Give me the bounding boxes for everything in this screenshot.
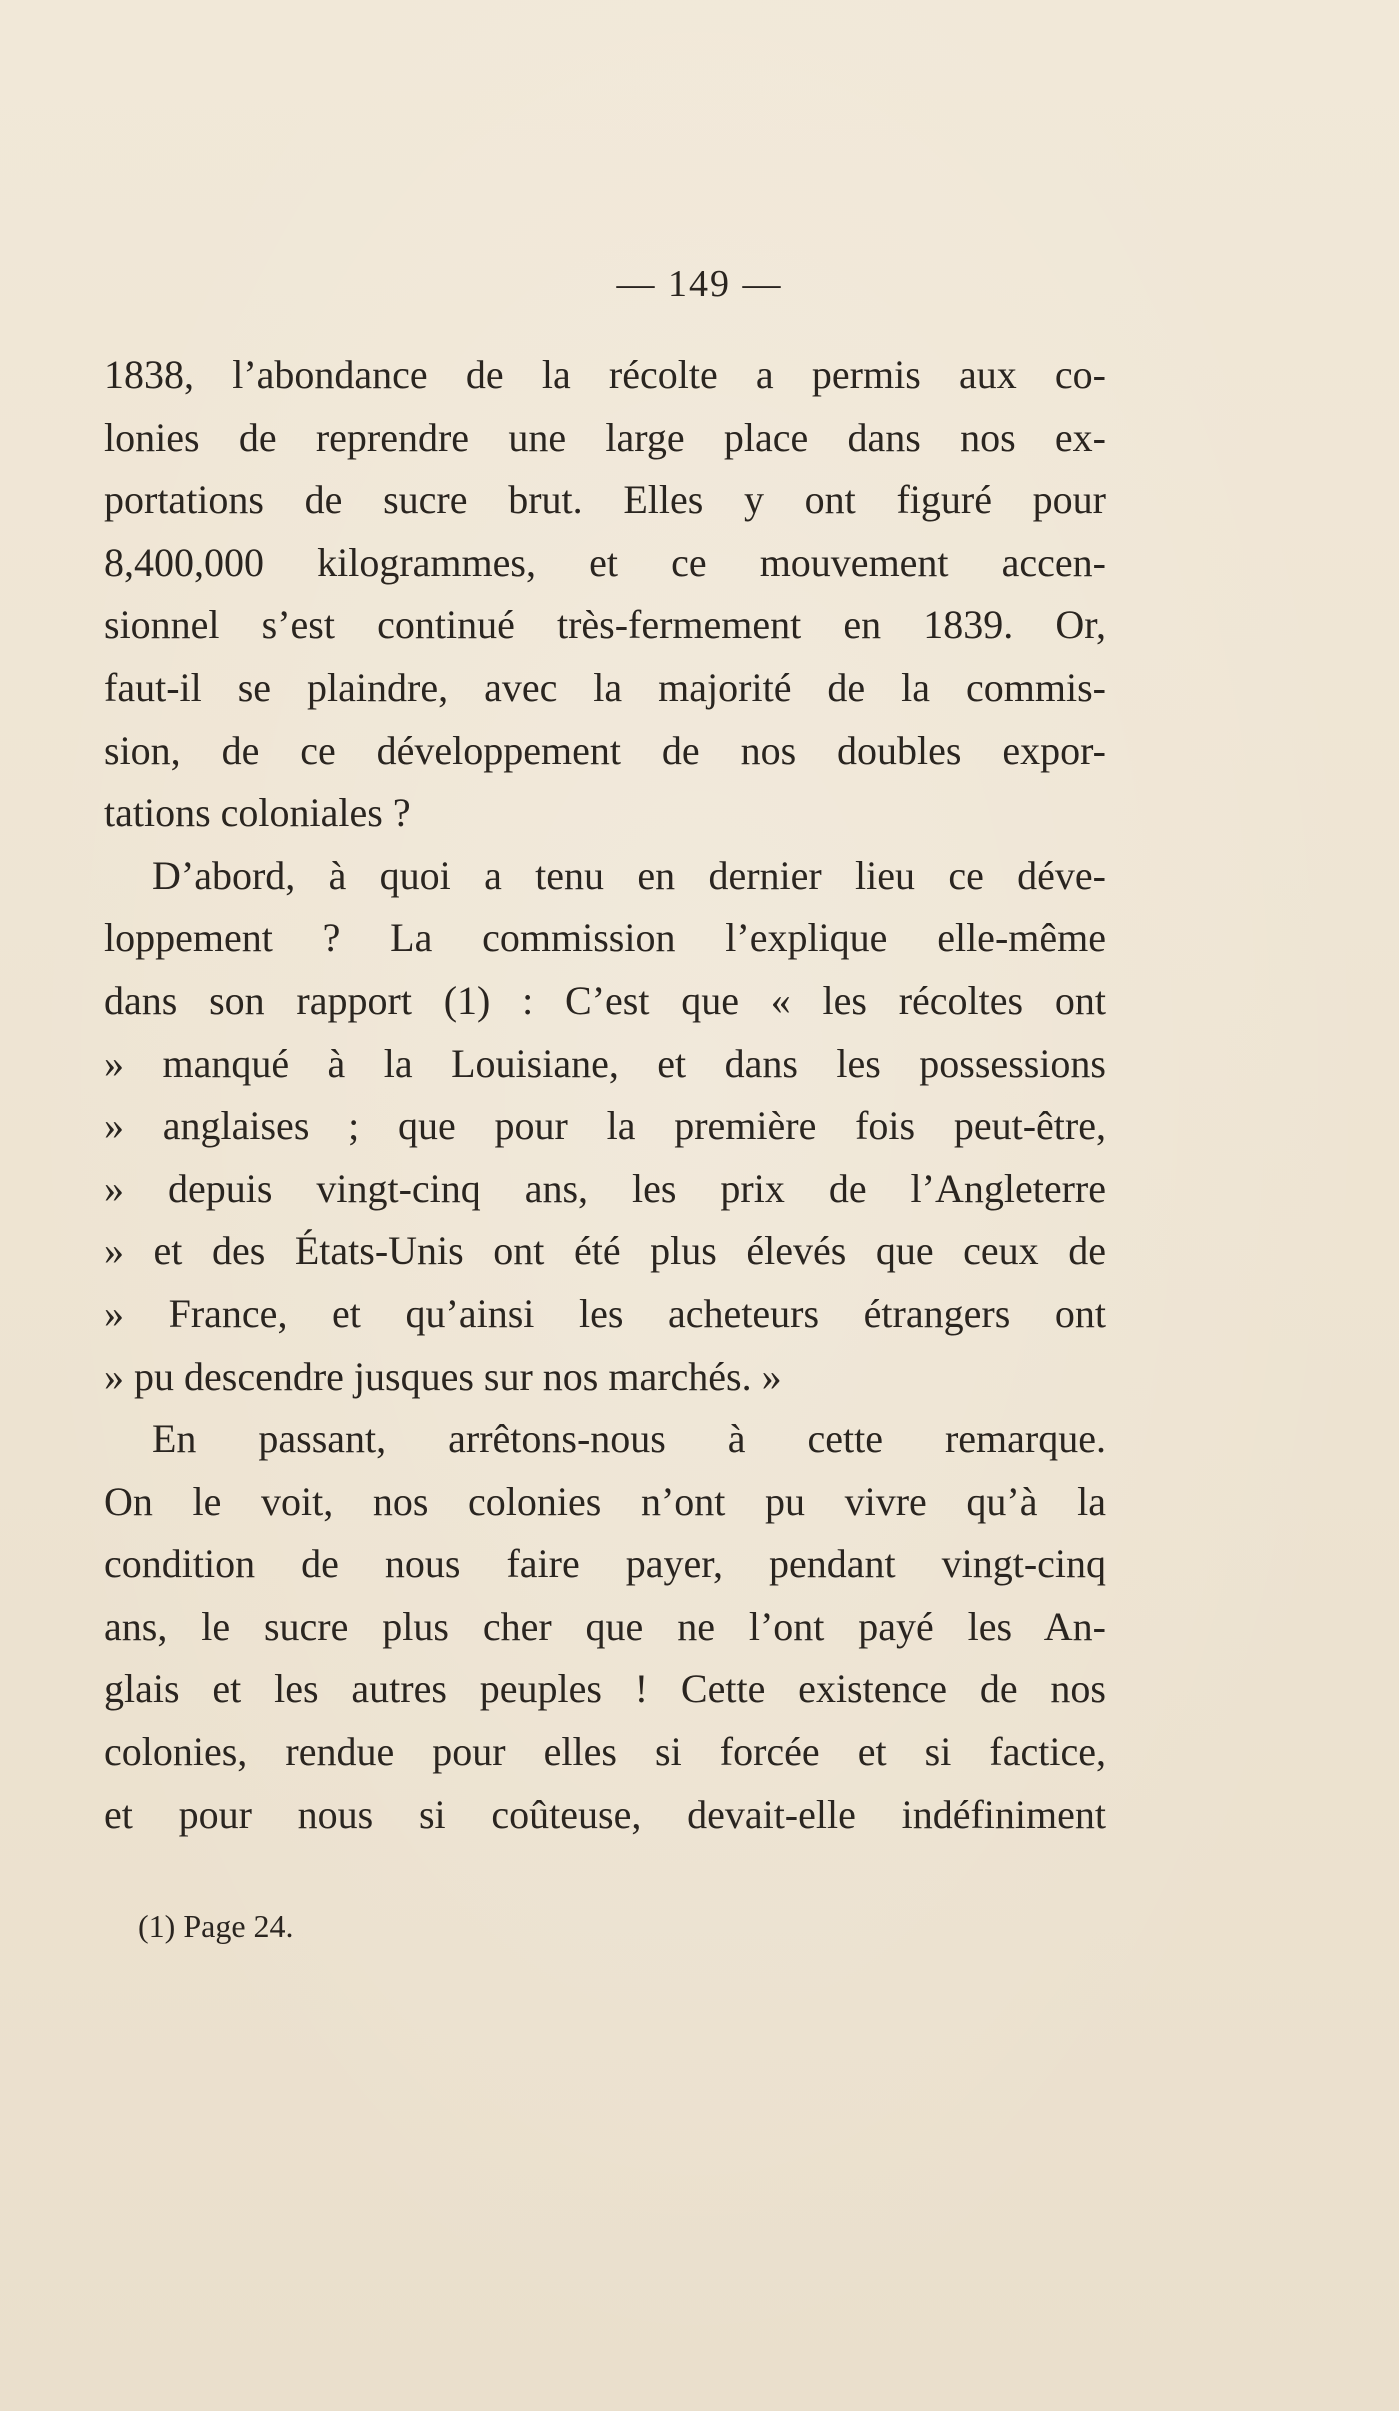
text-line: En passant, arrêtons-nous à cette remarque. [152, 1416, 1106, 1462]
text-line: et pour nous si coûteuse, devait-elle indéfiniment [104, 1791, 1106, 1837]
body-text [104, 344, 1106, 1846]
text-line: D’abord, à quoi a tenu en dernier lieu ce déve- [152, 852, 1106, 898]
text-line: lonies de reprendre une large place dans nos ex- [104, 414, 1106, 460]
text-line: sion, de ce développement de nos doubles expor- [104, 727, 1106, 773]
page-number: — 149 — [616, 263, 783, 305]
text-line: glais et les autres peuples ! Cette existence de nos [104, 1666, 1106, 1712]
text-line: » manqué à la Louisiane, et dans les possessions [104, 1040, 1106, 1086]
text-line: sionnel s’est continué très-fermement en 1839. Or, [104, 602, 1106, 648]
text-line: tations coloniales ? [104, 790, 411, 836]
text-line: » depuis vingt-cinq ans, les prix de l’Angleterre [104, 1165, 1106, 1211]
text-line: colonies, rendue pour elles si forcée et si factice, [104, 1729, 1106, 1775]
text-line: » pu descendre jusques sur nos marchés. » [104, 1353, 782, 1399]
text-line: ans, le sucre plus cher que ne l’ont payé les An- [104, 1603, 1106, 1649]
text-line: On le voit, nos colonies n’ont pu vivre qu’à la [104, 1478, 1106, 1524]
text-line: 1838, l’abondance de la récolte a permis aux co- [104, 352, 1106, 397]
text-line: » et des États-Unis ont été plus élevés que ceux de [104, 1228, 1106, 1274]
text-line: portations de sucre brut. Elles y ont figuré pour [104, 477, 1106, 523]
text-line: » France, et qu’ainsi les acheteurs étrangers ont [104, 1290, 1106, 1336]
text-line: loppement ? La commission l’explique elle-même [104, 915, 1106, 961]
text-line: » anglaises ; que pour la première fois peut-être, [104, 1103, 1106, 1149]
footnote: (1) Page 24. [138, 1908, 294, 1944]
text-line: 8,400,000 kilogrammes, et ce mouvement accen- [104, 539, 1106, 585]
text-line: condition de nous faire payer, pendant vingt-cinq [104, 1541, 1106, 1587]
text-line: dans son rapport (1) : C’est que « les récoltes ont [104, 977, 1106, 1023]
text-line: faut-il se plaindre, avec la majorité de la commis- [104, 664, 1106, 710]
